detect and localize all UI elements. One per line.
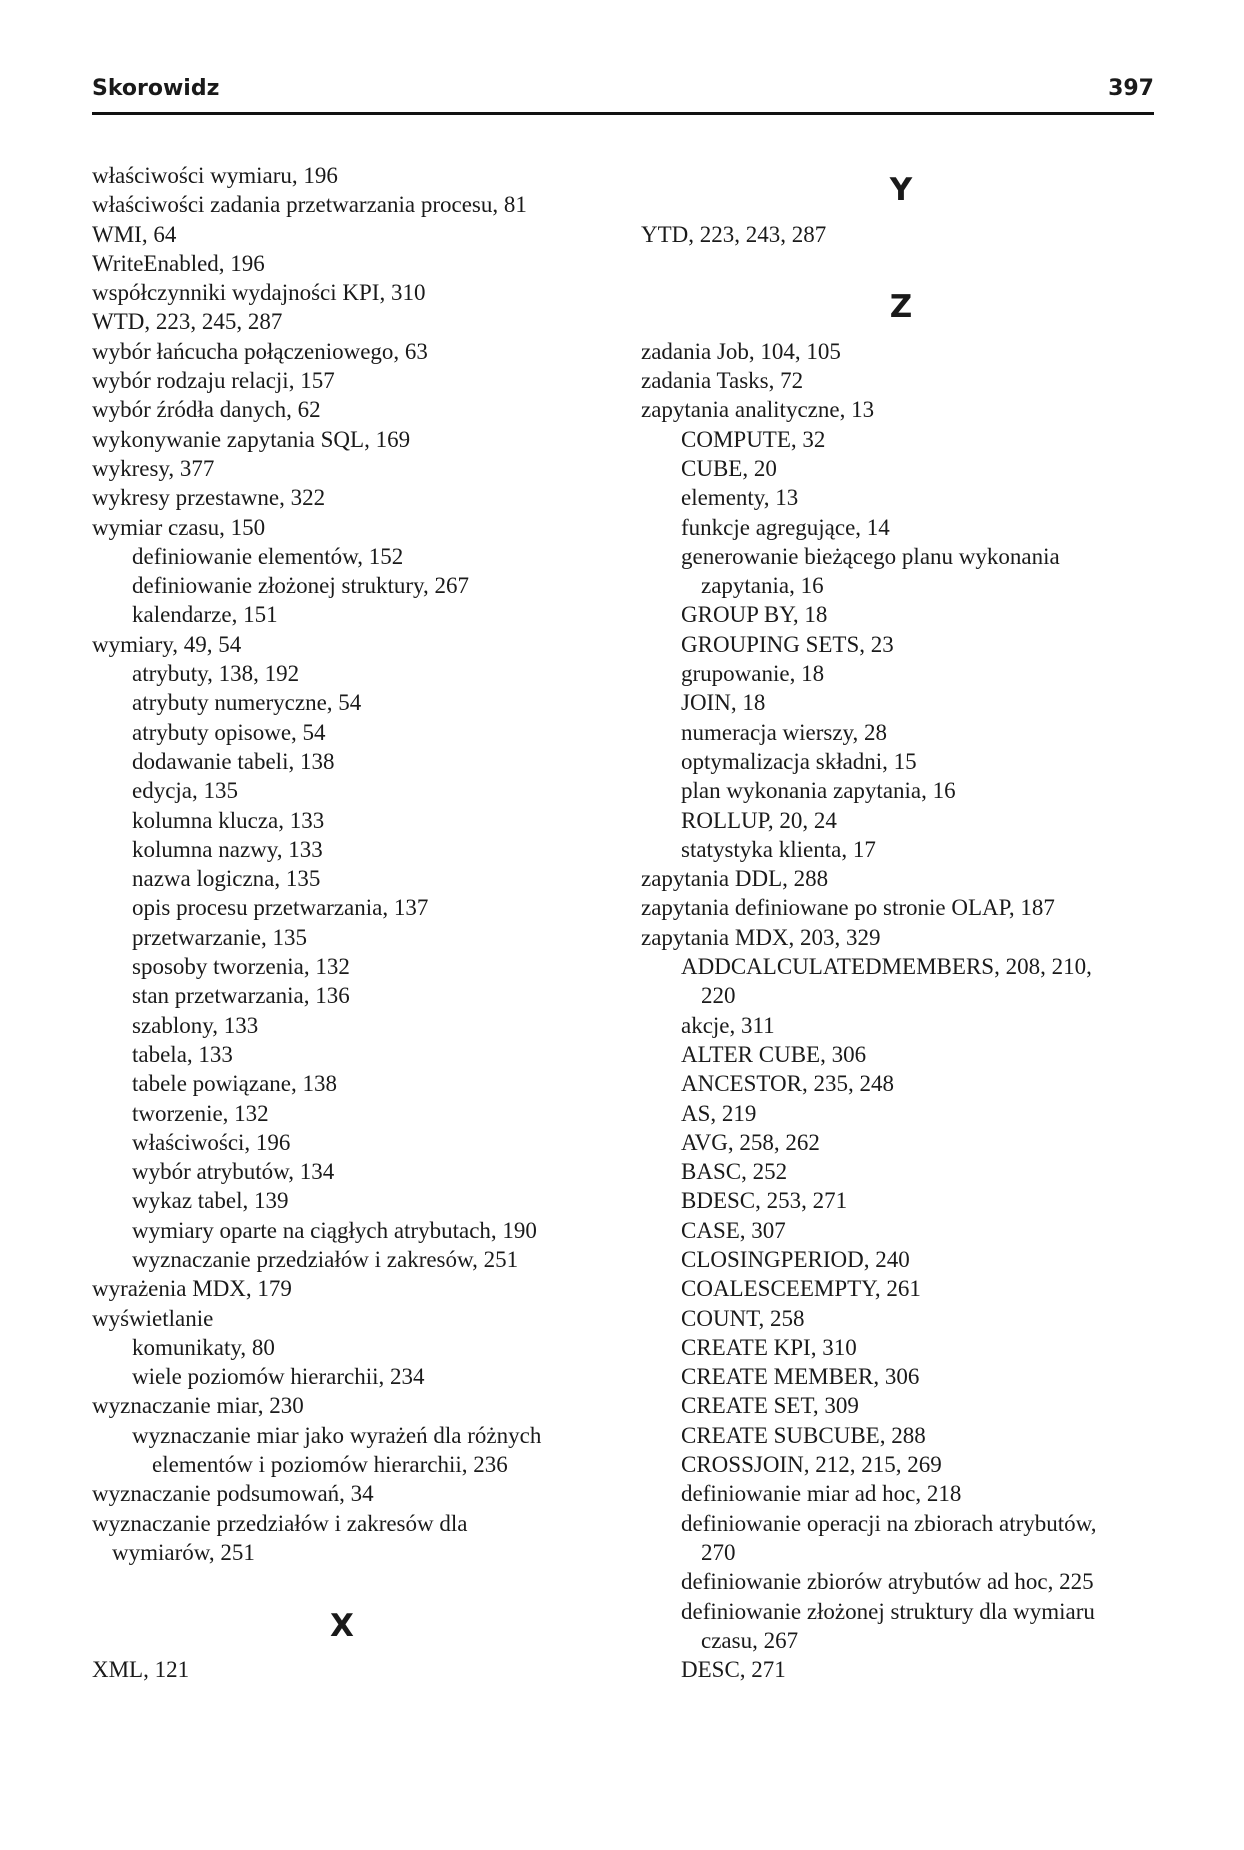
index-subentry: ROLLUP, 20, 24 [681,807,837,833]
index-entry: wybór rodzaju relacji, 157 [92,368,335,394]
index-subentry: GROUPING SETS, 23 [681,631,894,657]
index-subentry: AVG, 258, 262 [681,1129,820,1155]
index-entry: zadania Tasks, 72 [641,368,804,394]
index-entry: wyznaczanie podsumowań, 34 [92,1481,374,1507]
header-title: Skorowidz [92,76,220,101]
index-subentry: ANCESTOR, 235, 248 [681,1071,894,1097]
index-subentry: COUNT, 258 [681,1305,805,1331]
index-subentry: atrybuty opisowe, 54 [132,719,326,745]
index-column-left [92,161,592,1684]
section-spacer [641,249,1161,278]
index-subentry: stan przetwarzania, 136 [132,983,350,1009]
index-subentry: wiele poziomów hierarchii, 234 [132,1364,425,1390]
index-subentry: grupowanie, 18 [681,661,825,687]
index-entry: wykonywanie zapytania SQL, 169 [92,426,411,452]
index-entry-continuation: czasu, 267 [701,1627,799,1653]
index-subentry: statystyka klienta, 17 [681,836,876,862]
index-subentry: definiowanie miar ad hoc, 218 [681,1481,962,1507]
index-entry: YTD, 223, 243, 287 [641,221,827,247]
index-entry: wybór źródła danych, 62 [92,397,321,423]
index-subentry: CLOSINGPERIOD, 240 [681,1246,910,1272]
index-subentry: szablony, 133 [132,1012,259,1038]
index-entry: wymiar czasu, 150 [92,514,266,540]
index-entry-continuation: 220 [701,983,736,1009]
index-subentry: tabela, 133 [132,1041,233,1067]
index-subentry: CASE, 307 [681,1217,786,1243]
index-entry: zapytania definiowane po stronie OLAP, 187 [641,895,1055,921]
index-subentry: AS, 219 [681,1100,757,1126]
index-subentry: ADDCALCULATEDMEMBERS, 208, 210, [681,954,1092,980]
index-subentry: CREATE MEMBER, 306 [681,1364,920,1390]
index-subentry: tabele powiązane, 138 [132,1071,337,1097]
index-subentry: kalendarze, 151 [132,602,278,628]
index-subentry: sposoby tworzenia, 132 [132,954,350,980]
index-entry: XML, 121 [92,1657,190,1683]
section-letter: Y [889,172,913,208]
index-subentry: wyznaczanie przedziałów i zakresów, 251 [132,1246,519,1272]
index-subentry: CREATE SET, 309 [681,1393,859,1419]
index-subentry: definiowanie złożonej struktury, 267 [132,573,470,599]
index-subentry: CREATE KPI, 310 [681,1334,857,1360]
index-column-right [641,161,1161,1684]
page-number: 397 [1108,76,1154,101]
section-letter: Z [889,289,913,326]
index-subentry: BASC, 252 [681,1159,788,1185]
index-subentry: edycja, 135 [132,778,239,804]
index-subentry: CREATE SUBCUBE, 288 [681,1422,926,1448]
index-entry: wykresy, 377 [92,455,215,481]
index-subentry: atrybuty, 138, 192 [132,661,300,687]
index-entry: zapytania MDX, 203, 329 [641,924,881,950]
index-entry: współczynniki wydajności KPI, 310 [92,280,426,306]
section-letter: X [330,1607,354,1644]
index-subentry: komunikaty, 80 [132,1334,275,1360]
index-entry: wyrażenia MDX, 179 [92,1276,292,1302]
index-subentry: CROSSJOIN, 212, 215, 269 [681,1452,942,1478]
index-entry: wyznaczanie przedziałów i zakresów dla [92,1510,468,1536]
index-entry: wyświetlanie [92,1305,214,1331]
index-subentry: GROUP BY, 18 [681,602,828,628]
index-subentry: kolumna nazwy, 133 [132,836,323,862]
index-subentry: ALTER CUBE, 306 [681,1041,867,1067]
index-entry: zadania Job, 104, 105 [641,338,841,364]
index-subentry: nazwa logiczna, 135 [132,866,321,892]
index-entry: właściwości zadania przetwarzania procesu, 81 [92,192,527,218]
index-subentry: tworzenie, 132 [132,1100,269,1126]
index-subentry: akcje, 311 [681,1012,775,1038]
index-entry: właściwości wymiaru, 196 [92,163,338,188]
index-subentry: wymiary oparte na ciągłych atrybutach, 190 [132,1217,537,1243]
index-entry: wybór łańcucha połączeniowego, 63 [92,338,428,364]
index-subentry: optymalizacja składni, 15 [681,748,917,774]
index-subentry: wykaz tabel, 139 [132,1188,289,1214]
index-subentry: kolumna klucza, 133 [132,807,325,833]
index-subentry: COALESCEEMPTY, 261 [681,1276,921,1302]
index-subentry: funkcje agregujące, 14 [681,514,890,540]
index-entry: WTD, 223, 245, 287 [92,309,283,335]
index-entry-continuation: wymiarów, 251 [112,1539,255,1565]
index-subentry: numeracja wierszy, 28 [681,719,888,745]
running-header [92,74,1154,115]
index-subentry: plan wykonania zapytania, 16 [681,778,956,804]
index-entry: wymiary, 49, 54 [92,631,242,657]
index-subentry: atrybuty numeryczne, 54 [132,690,362,716]
index-subentry: dodawanie tabeli, 138 [132,748,335,774]
index-subentry: definiowanie operacji na zbiorach atrybutów, [681,1510,1097,1536]
index-entry-continuation: 270 [701,1539,736,1565]
index-subentry: generowanie bieżącego planu wykonania [681,543,1060,569]
index-entry: zapytania DDL, 288 [641,866,829,892]
index-subentry: przetwarzanie, 135 [132,924,307,950]
index-subentry: CUBE, 20 [681,455,777,481]
index-subentry: COMPUTE, 32 [681,426,826,452]
index-entry-continuation: elementów i poziomów hierarchii, 236 [152,1452,508,1478]
index-subentry: opis procesu przetwarzania, 137 [132,895,429,921]
index-subentry: JOIN, 18 [681,690,766,716]
section-spacer [92,1567,592,1596]
index-entry: WMI, 64 [92,221,177,247]
index-subentry: wyznaczanie miar jako wyrażeń dla różnych [132,1422,542,1448]
index-subentry: DESC, 271 [681,1657,786,1683]
index-entry: zapytania analityczne, 13 [641,397,875,423]
index-subentry: BDESC, 253, 271 [681,1188,848,1214]
index-entry: WriteEnabled, 196 [92,250,265,276]
index-entry: wyznaczanie miar, 230 [92,1393,304,1419]
index-subentry: właściwości, 196 [132,1129,291,1155]
index-subentry: definiowanie złożonej struktury dla wymiaru [681,1598,1095,1624]
index-subentry: wybór atrybutów, 134 [132,1159,335,1185]
index-entry: wykresy przestawne, 322 [92,485,326,511]
index-entry-continuation: zapytania, 16 [701,573,824,599]
index-subentry: definiowanie elementów, 152 [132,543,404,569]
index-subentry: definiowanie zbiorów atrybutów ad hoc, 225 [681,1569,1094,1595]
index-subentry: elementy, 13 [681,485,799,511]
